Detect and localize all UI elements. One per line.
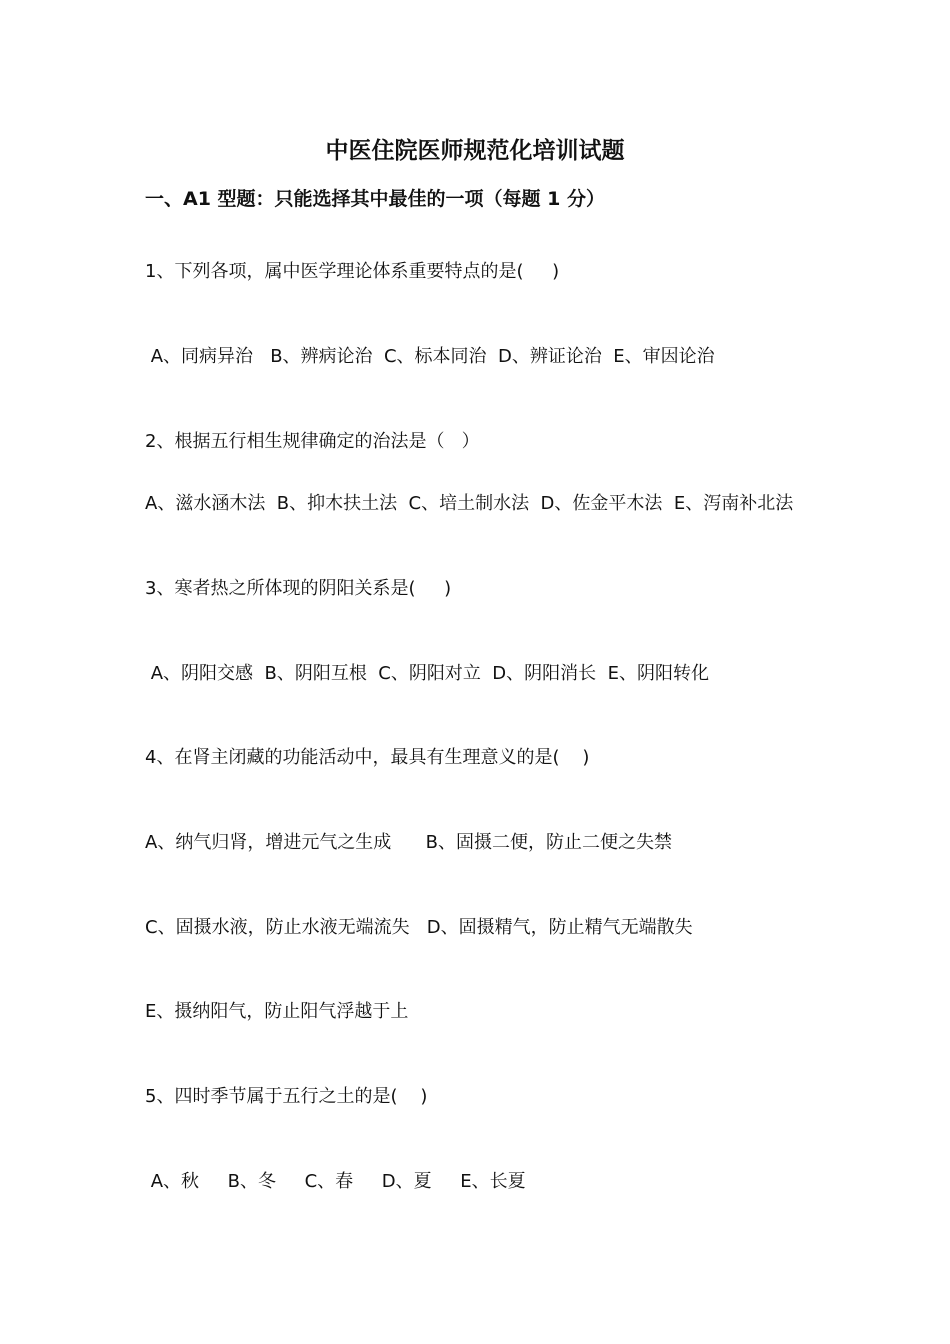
question-options: E、摄纳阳气，防止阳气浮越于上 [145,1001,409,1022]
question-stem: 1、下列各项，属中医学理论体系重要特点的是( ) [145,261,560,282]
question-stem: 5、四时季节属于五行之土的是( ) [145,1086,428,1107]
question-options: C、固摄水液，防止水液无端流失 D、固摄精气，防止精气无端散失 [145,917,693,938]
question-stem: 3、寒者热之所体现的阴阳关系是( ) [145,578,452,599]
section-heading: 一、A1 型题：只能选择其中最佳的一项（每题 1 分） [145,188,605,210]
question-options: A、纳气归肾，增进元气之生成 B、固摄二便，防止二便之失禁 [145,832,672,853]
question-options: A、滋水涵木法 B、抑木扶土法 C、培土制水法 D、佐金平木法 E、泻南补北法 [145,493,794,514]
question-stem: 2、根据五行相生规律确定的治法是（ ） [145,431,480,452]
page-title: 中医住院医师规范化培训试题 [325,138,625,164]
question-options: A、阴阳交感 B、阴阳互根 C、阴阳对立 D、阴阳消长 E、阴阳转化 [145,663,709,684]
question-options: A、秋 B、冬 C、春 D、夏 E、长夏 [145,1171,526,1192]
question-stem: 4、在肾主闭藏的功能活动中，最具有生理意义的是( ) [145,747,590,768]
question-options: A、同病异治 B、辨病论治 C、标本同治 D、辨证论治 E、审因论治 [145,346,715,367]
